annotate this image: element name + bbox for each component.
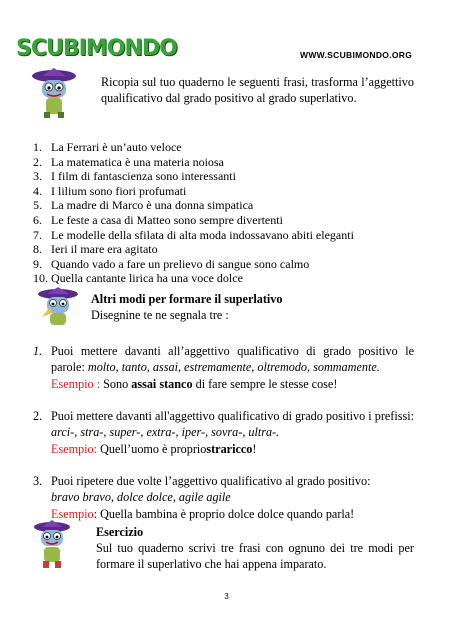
- exercise-text: Sul tuo quaderno scrivi tre frasi con ognuno dei tre modi per formare il superlativo che hai appena imparato.: [96, 541, 414, 572]
- exercise-title: Esercizio: [96, 525, 144, 539]
- list-item: 7. Le modelle della sfilata di alta moda indossavano abiti eleganti: [33, 227, 354, 242]
- item-number: 3.: [33, 474, 43, 488]
- list-item: 10. Quella cantante lirica ha una voce dolce: [33, 271, 243, 286]
- intro-text: Ricopia sul tuo quaderno le seguenti frasi, trasforma l’aggettivo qualificativo dal grado positivo al grado superlativo.: [101, 75, 414, 106]
- section-subtitle: Disegnine te ne segnala tre :: [91, 308, 229, 322]
- list-item: 1. La Ferrari è un’auto veloce: [33, 140, 182, 154]
- sentence-list: [33, 140, 354, 286]
- rule-item-2: Puoi mettere davanti all'aggettivo qualificativo di grado positivo i prefissi: arci-, stra-, super-, extra-, iper-, sovra-, ultra-. Esempio: Quell’uomo è propriostraricco!: [51, 409, 414, 456]
- mascot-icon: [30, 68, 78, 120]
- item-number: 2.: [33, 409, 43, 423]
- item-number: 1.: [33, 344, 43, 358]
- rule-item-3: Puoi ripetere due volte l’aggettivo qualificativo al grado positivo: bravo bravo, dolce dolce, agile agile Esempio: Quella bambina è proprio dolce dolce quando parla!: [51, 474, 371, 521]
- list-item: 6. Le feste a casa di Matteo sono sempre divertenti: [33, 212, 283, 227]
- list-item: 8. Ieri il mare era agitato: [33, 242, 158, 257]
- section-title: Altri modi per formare il superlativo: [91, 292, 283, 306]
- page-number: 3: [224, 592, 229, 601]
- list-item: 2. La matematica è una materia noiosa: [33, 154, 224, 169]
- mascot-icon: [36, 287, 80, 327]
- site-url: WWW.SCUBIMONDO.ORG: [300, 50, 413, 60]
- scubimondo-logo: SCUBIMONDO: [16, 36, 177, 61]
- list-item: 5. La madre di Marco è una donna simpatica: [33, 198, 254, 213]
- list-item: 9. Quando vado a fare un prelievo di sangue sono calmo: [33, 256, 310, 271]
- mascot-icon: [32, 520, 72, 570]
- list-item: 4. I lilium sono fiori profumati: [33, 183, 187, 198]
- list-item: 3. I film di fantascienza sono interessanti: [33, 169, 236, 184]
- rule-item-1: Puoi mettere davanti all’aggettivo qualificativo di grado positivo le parole: molto, tanto, assai, estremamente, oltremodo, sommamente. Esempio : Sono assai stanco di fare sempre le stesse cose!: [51, 344, 414, 391]
